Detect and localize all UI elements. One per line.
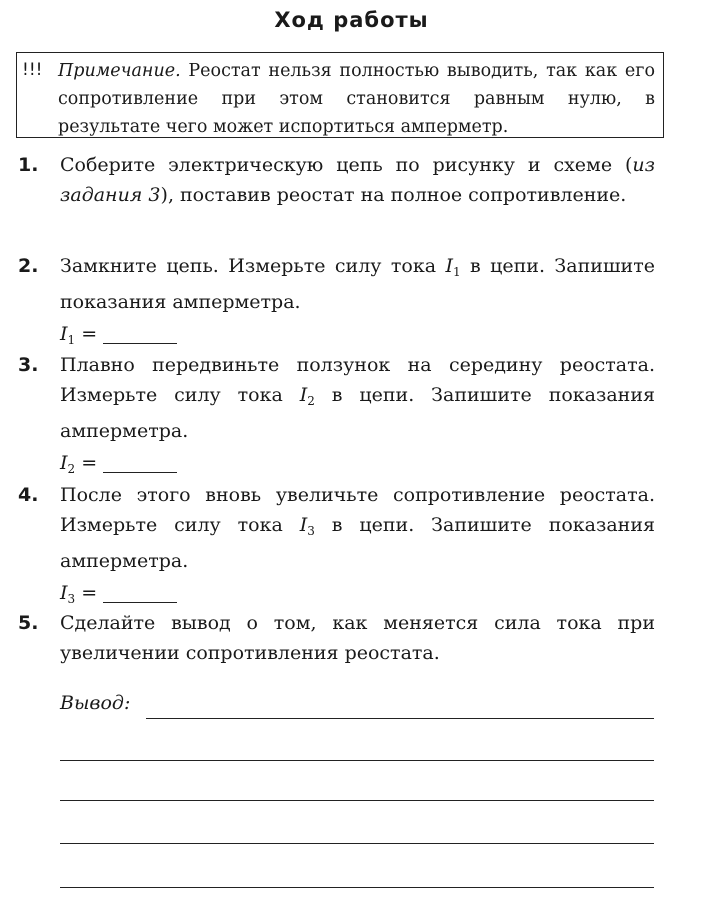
page-title: Ход работы [274,8,429,32]
step-text: Сделайте вывод о том, как меняется сила тока при увеличении сопротивления реостата. [60,612,655,664]
current-subscript: 2 [307,394,315,408]
note-body: Реостат нельзя полностью выводить, так как его сопротивление при этом становится равным нулю, в результате чего может испортиться амперметр. [58,61,655,137]
answer-variable: I [60,452,68,474]
step-text [60,251,655,349]
current-subscript: 3 [307,524,315,538]
step-text-part: После этого вновь увеличьте сопротивление реостата. Измерьте силу тока [60,484,655,536]
equals-sign: = [81,452,98,474]
answer-row [60,319,655,349]
step-text [60,480,655,608]
current-variable: I [445,255,453,277]
note-box [16,52,664,138]
answer-blank-field[interactable] [103,452,177,473]
equals-sign: = [81,582,98,604]
answer-subscript: 1 [67,333,76,347]
conclusion-line[interactable] [60,843,654,844]
note-label: Примечание. [58,61,181,81]
current-subscript: 1 [452,265,461,279]
conclusion-line[interactable] [60,887,654,888]
step-number: 4. [18,484,39,506]
answer-variable: I [60,582,68,604]
step-text-part: в цепи. Запишите показания амперметра. [60,384,655,442]
step-number: 5. [18,612,39,634]
current-variable: I [299,384,308,406]
step-number: 1. [18,154,39,176]
step-text-part: Плавно передвиньте ползунок на середину реостата. Измерьте силу тока [60,354,655,406]
step-text [60,150,655,210]
current-variable: I [299,514,308,536]
answer-subscript: 3 [67,592,76,606]
step-number: 3. [18,354,39,376]
equals-sign: = [81,323,98,345]
conclusion-line[interactable] [60,800,654,801]
answer-row [60,578,655,608]
conclusion-line[interactable] [60,760,654,761]
note-text [58,57,655,141]
step-text-part: Соберите электрическую цепь по рисунку и схеме ( [60,154,633,176]
answer-blank-field[interactable] [103,323,177,344]
conclusion-label: Вывод: [60,692,131,714]
step-text-part: Замкните цепь. Измерьте силу тока [60,255,446,277]
step-number: 2. [18,255,39,277]
step-text [60,350,655,478]
step-text-part: в цепи. Запишите показания амперметра. [60,255,655,313]
step-text-part: в цепи. Запишите показания амперметра. [60,514,655,572]
answer-subscript: 2 [67,462,76,476]
conclusion-line[interactable] [146,718,654,719]
answer-blank-field[interactable] [103,582,177,603]
note-marks: !!! [22,60,43,80]
answer-row [60,448,655,478]
step-text-italic: из задания 3 [60,154,655,206]
answer-variable: I [60,323,68,345]
step-text-part: ), поставив реостат на полное сопротивление. [160,184,627,206]
